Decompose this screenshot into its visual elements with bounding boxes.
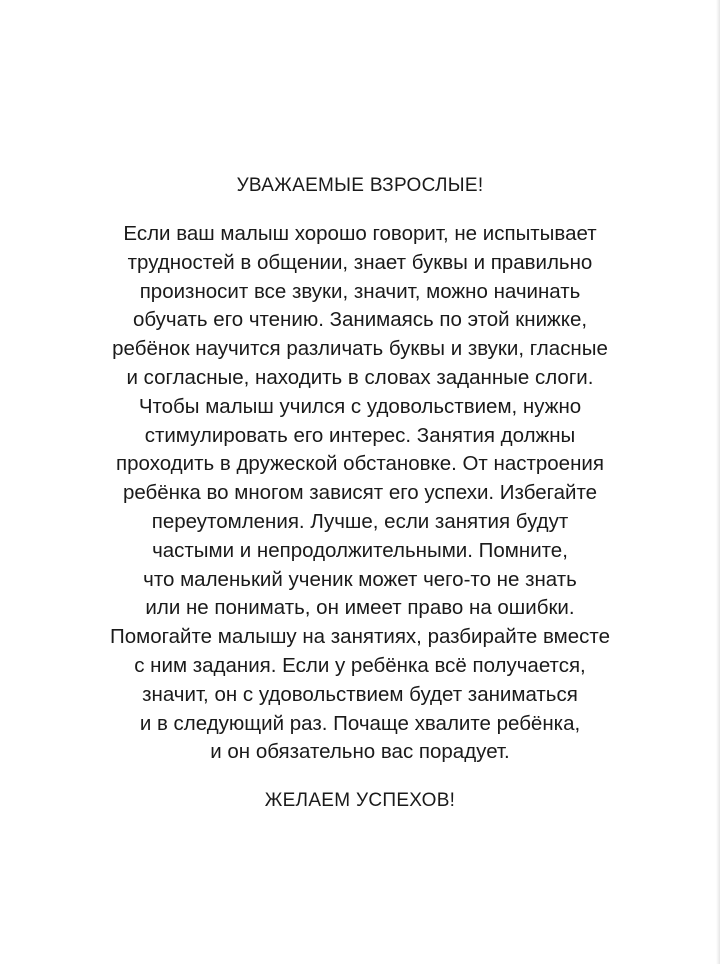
body-line: и он обязательно вас порадует. [210,740,510,764]
body-line: и согласные, находить в словах заданные слоги. [126,365,594,389]
body-line: обучать его чтению. Занимаясь по этой книжке, [132,308,588,332]
document-heading: УВАЖАЕМЫЕ ВЗРОСЛЫЕ! [236,175,484,196]
body-line: проходить в дружеской обстановке. От настроения [116,452,604,476]
body-line: с ним задания. Если у ребёнка всё получается, [134,653,586,677]
body-line: ребёнка во многом зависят его успехи. Избегайте [122,481,598,505]
body-line: переутомления. Лучше, если занятия будут [151,509,569,533]
body-line: частыми и непродолжительными. Помните, [152,538,568,562]
body-line: произносит все звуки, значит, можно начинать [139,279,581,303]
body-line: что маленький ученик может чего-то не знать [143,567,577,591]
body-line: ребёнок научится различать буквы и звуки, гласные [112,337,608,361]
document-content [0,172,720,815]
body-line: или не понимать, он имеет право на ошибки. [145,596,575,620]
body-line: значит, он с удовольствием будет заниматься [142,682,578,706]
body-line: Чтобы малыш учился с удовольствием, нужно [138,394,582,418]
body-line: стимулировать его интерес. Занятия должны [144,423,576,447]
document-closing: ЖЕЛАЕМ УСПЕХОВ! [264,790,456,812]
document-body [0,220,720,767]
body-line: Помогайте малышу на занятиях, разбирайте вместе [110,625,610,649]
body-line: и в следующий раз. Почаще хвалите ребёнка, [139,711,581,735]
body-line: Если ваш малыш хорошо говорит, не испытывает [123,222,597,245]
body-line: трудностей в общении, знает буквы и правильно [127,250,593,274]
